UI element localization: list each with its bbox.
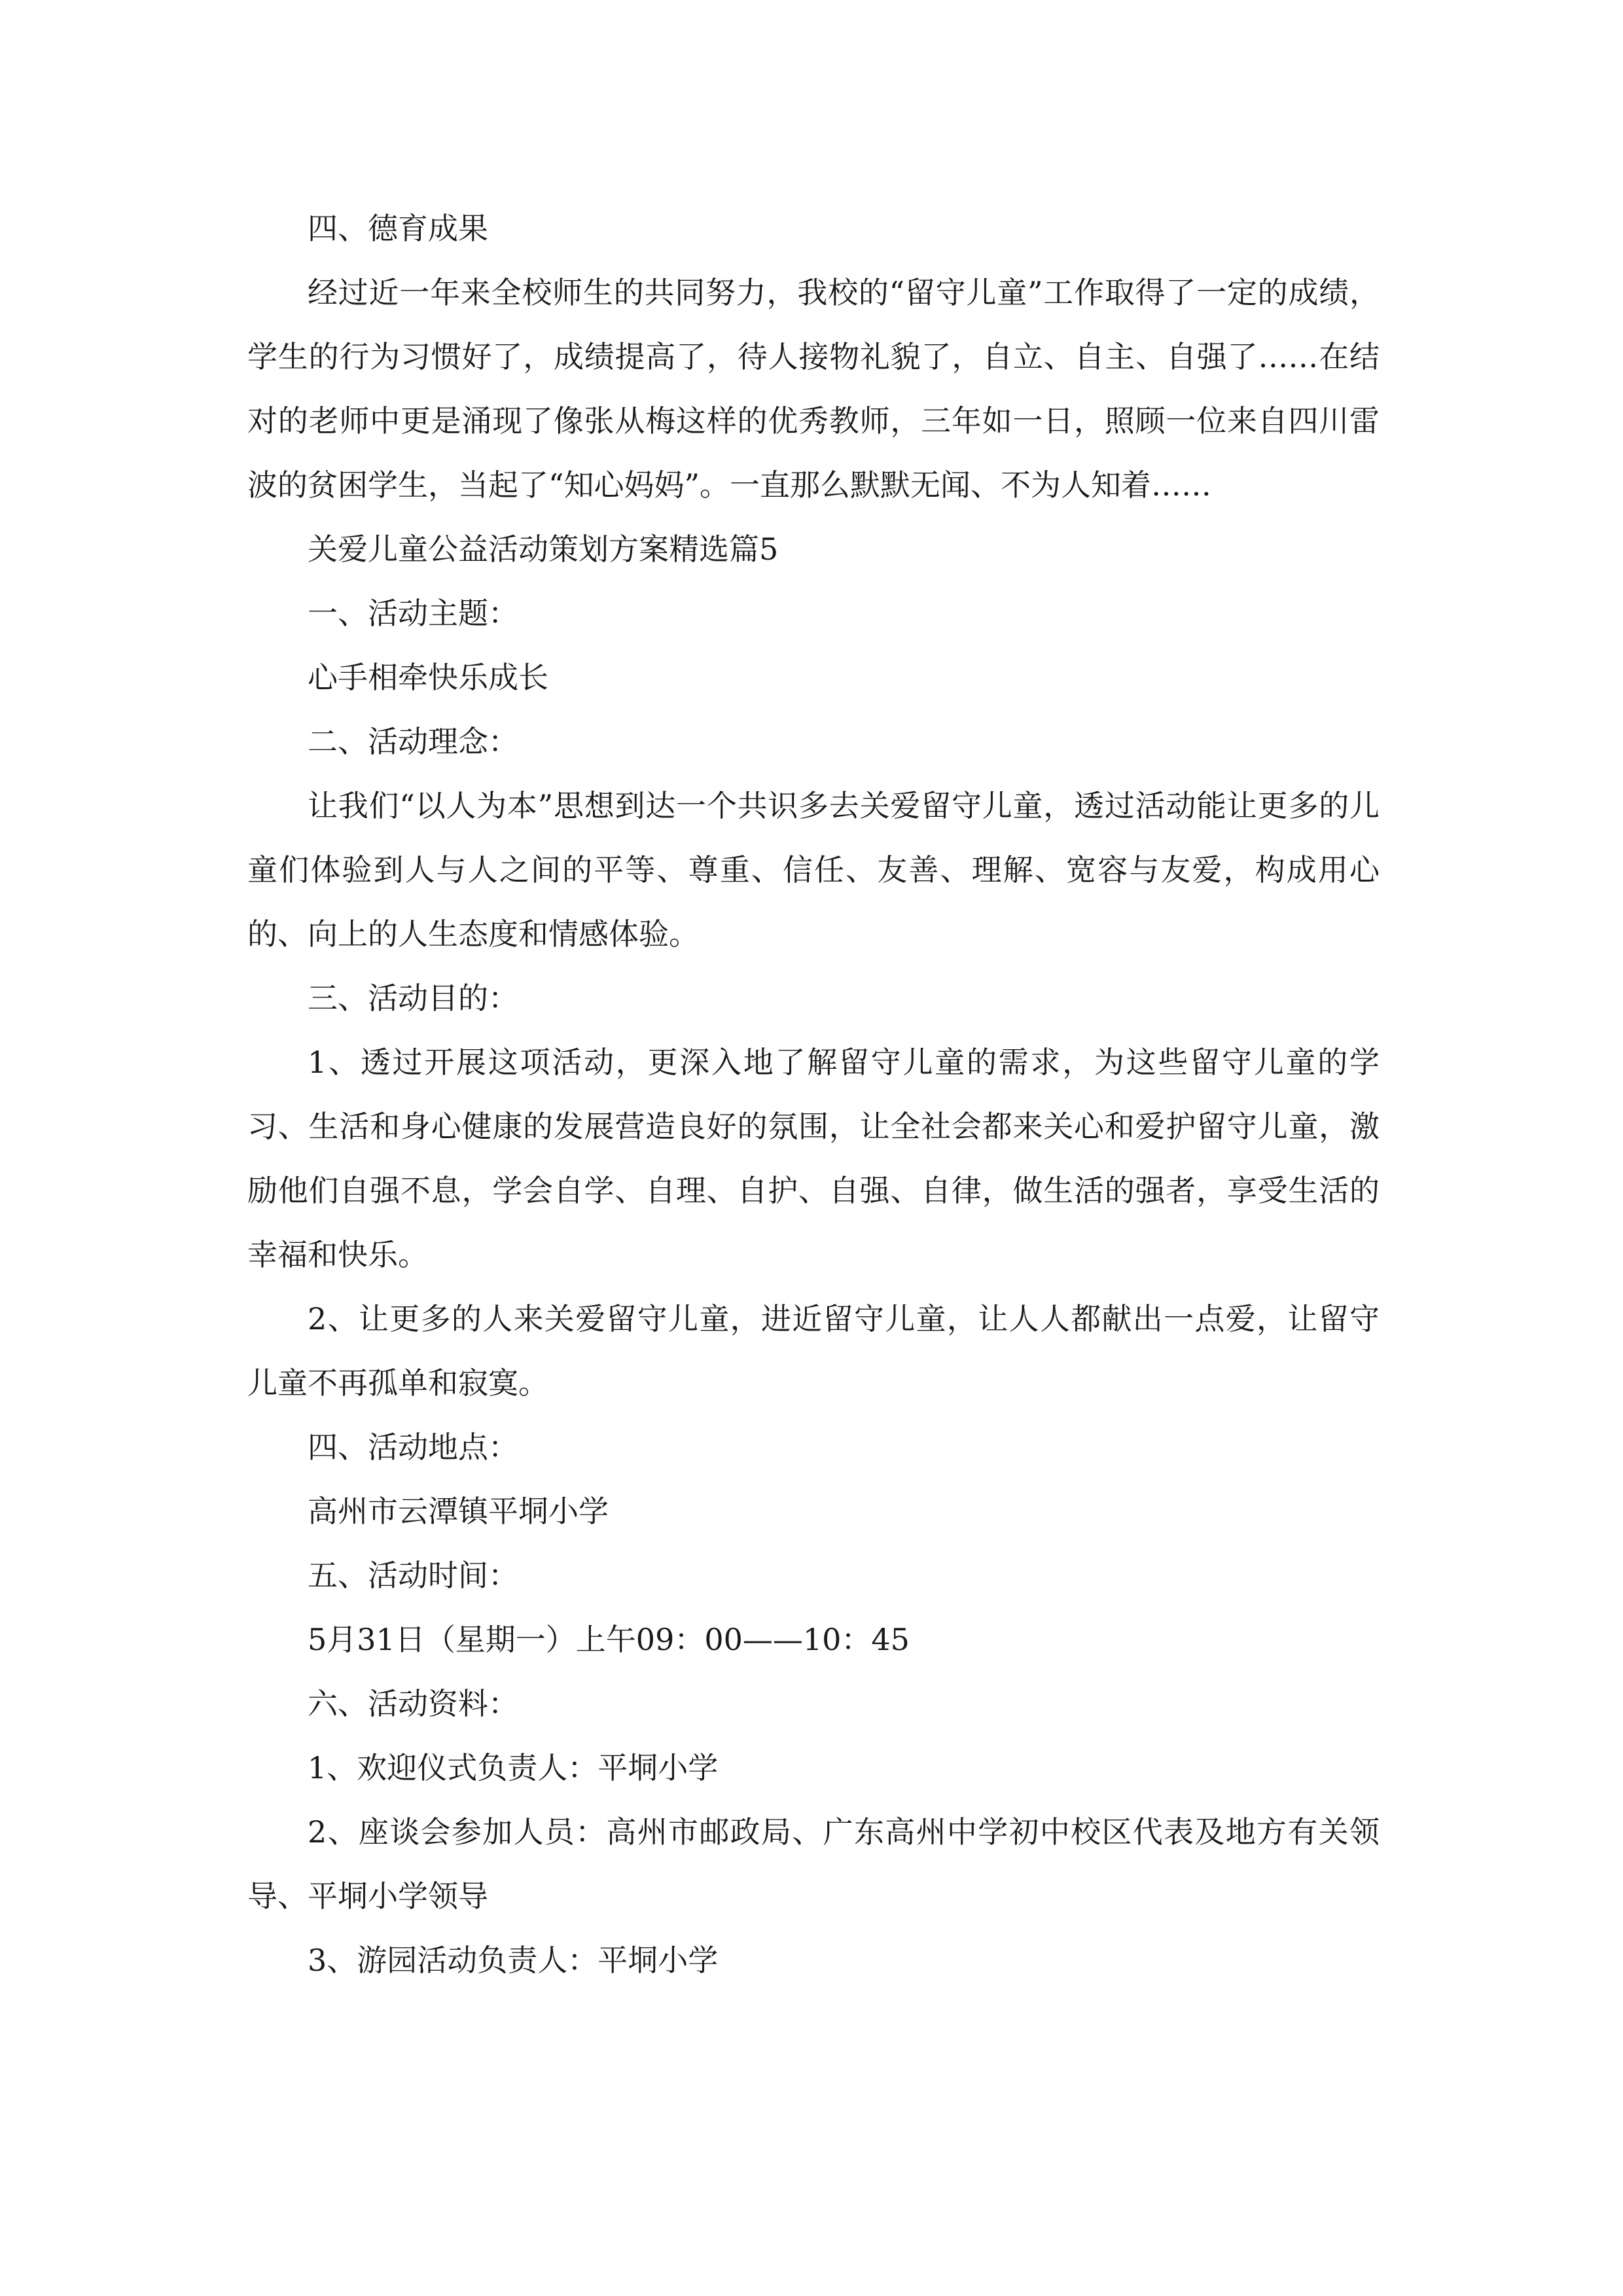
list-item: 2、座谈会参加人员：高州市邮政局、广东高州中学初中校区代表及地方有关领导、平垌小学领导 [247,1814,1380,1914]
body-paragraph: 经过近一年来全校师生的共同努力，我校的“留守儿童”工作取得了一定的成绩，学生的行为习惯好了，成绩提高了，待人接物礼貌了，自立、自主、自强了……在结对的老师中更是涌现了像张从梅这样的优秀教师，三年如一日，照顾一位来自四川雷波的贫困学生，当起了“知心妈妈”。一直那么默默无闻、不为人知着…… [247,275,1380,503]
list-item: 2、让更多的人来关爱留守儿童，进近留守儿童，让人人都献出一点爱，让留守儿童不再孤单和寂寞。 [247,1301,1380,1401]
article-title: 关爱儿童公益活动策划方案精选篇5 [308,531,779,567]
list-item: 1、透过开展这项活动，更深入地了解留守儿童的需求，为这些留守儿童的学习、生活和身心健康的发展营造良好的氛围，让全社会都来关心和爱护留守儿童，激励他们自强不息，学会自学、自理、自护、自强、自律，做生活的强者，享受生活的幸福和快乐。 [247,1045,1380,1272]
section-heading: 二、活动理念： [308,724,518,759]
section-heading: 三、活动目的： [308,980,518,1016]
section-heading: 一、活动主题： [308,596,518,631]
body-paragraph: 5月31日（星期一）上午09：00——10：45 [308,1622,910,1657]
list-item: 1、欢迎仪式负责人：平垌小学 [308,1750,719,1785]
document-body [247,196,1380,1992]
body-paragraph: 心手相牵快乐成长 [308,660,548,695]
list-item: 3、游园活动负责人：平垌小学 [308,1943,719,1978]
section-heading: 四、活动地点： [308,1429,518,1465]
section-heading: 四、德育成果 [308,211,488,246]
body-paragraph: 高州市云潭镇平垌小学 [308,1494,609,1529]
section-heading: 五、活动时间： [308,1558,518,1593]
section-heading: 六、活动资料： [308,1686,518,1721]
body-paragraph: 让我们“以人为本”思想到达一个共识多去关爱留守儿童，透过活动能让更多的儿童们体验到人与人之间的平等、尊重、信任、友善、理解、宽容与友爱，构成用心的、向上的人生态度和情感体验。 [247,788,1380,952]
